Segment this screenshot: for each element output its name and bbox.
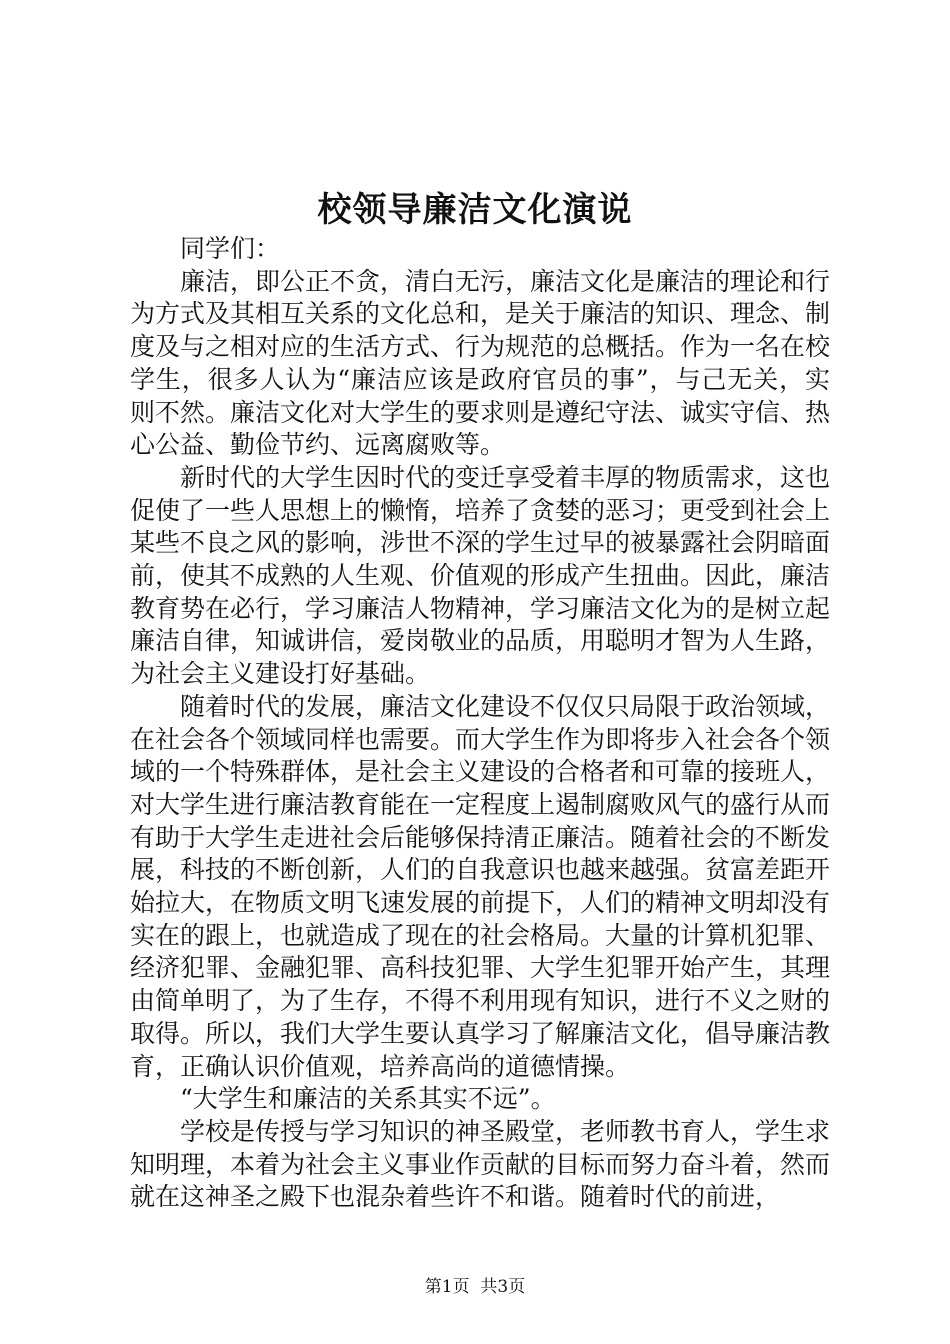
page-number: 第1页	[424, 1277, 470, 1297]
paragraph: 随着时代的发展，廉洁文化建设不仅仅只局限于政治领域，在社会各个领域同样也需要。而大学生作为即将步入社会各个领域的一个特殊群体，是社会主义建设的合格者和可靠的接班人，对大学生进行廉洁教育能在一定程度上遏制腐败风气的盛行从而有助于大学生走进社会后能够保持清正廉洁。随着社会的不断发展，科技的不断创新，人们的自我意识也越来越强。贫富差距开始拉大，在物质文明飞速发展的前提下，人们的精神文明却没有实在的跟上，也就造成了现在的社会格局。大量的计算机犯罪、经济犯罪、金融犯罪、高科技犯罪、大学生犯罪开始产生，其理由简单明了，为了生存，不得不利用现有知识，进行不义之财的取得。所以，我们大学生要认真学习了解廉洁文化，倡导廉洁教育，正确认识价值观，培养高尚的道德情操。	[130, 691, 831, 1081]
paragraph: 廉洁，即公正不贪，清白无污，廉洁文化是廉洁的理论和行为方式及其相互关系的文化总和，是关于廉洁的知识、理念、制度及与之相对应的生活方式、行为规范的总概括。作为一名在校学生，很多人认为“廉洁应该是政府官员的事”，与己无关，实则不然。廉洁文化对大学生的要求则是遵纪守法、诚实守信、热心公益、勤俭节约、远离腐败等。	[130, 266, 831, 460]
paragraph: 学校是传授与学习知识的神圣殿堂，老师教书育人，学生求知明理，本着为社会主义事业作贡献的目标而努力奋斗着，然而就在这神圣之殿下也混杂着些许不和谐。随着时代的前进，	[130, 1116, 831, 1212]
page-footer	[0, 1275, 950, 1299]
paragraph-quote: “大学生和廉洁的关系其实不远”。	[180, 1084, 556, 1114]
document-body	[130, 233, 830, 1214]
page-total: 共3页	[480, 1277, 526, 1297]
document-title: 校领导廉洁文化演说	[317, 190, 633, 230]
greeting: 同学们：	[180, 234, 281, 263]
paragraph: 新时代的大学生因时代的变迁享受着丰厚的物质需求，这也促使了一些人思想上的懒惰，培养了贪婪的恶习；更受到社会上某些不良之风的影响，涉世不深的学生过早的被暴露社会阴暗面前，使其不成熟的人生观、价值观的形成产生扭曲。因此，廉洁教育势在必行，学习廉洁人物精神，学习廉洁文化为的是树立起廉洁自律，知诚讲信，爱岗敬业的品质，用聪明才智为人生路，为社会主义建设打好基础。	[130, 462, 831, 689]
